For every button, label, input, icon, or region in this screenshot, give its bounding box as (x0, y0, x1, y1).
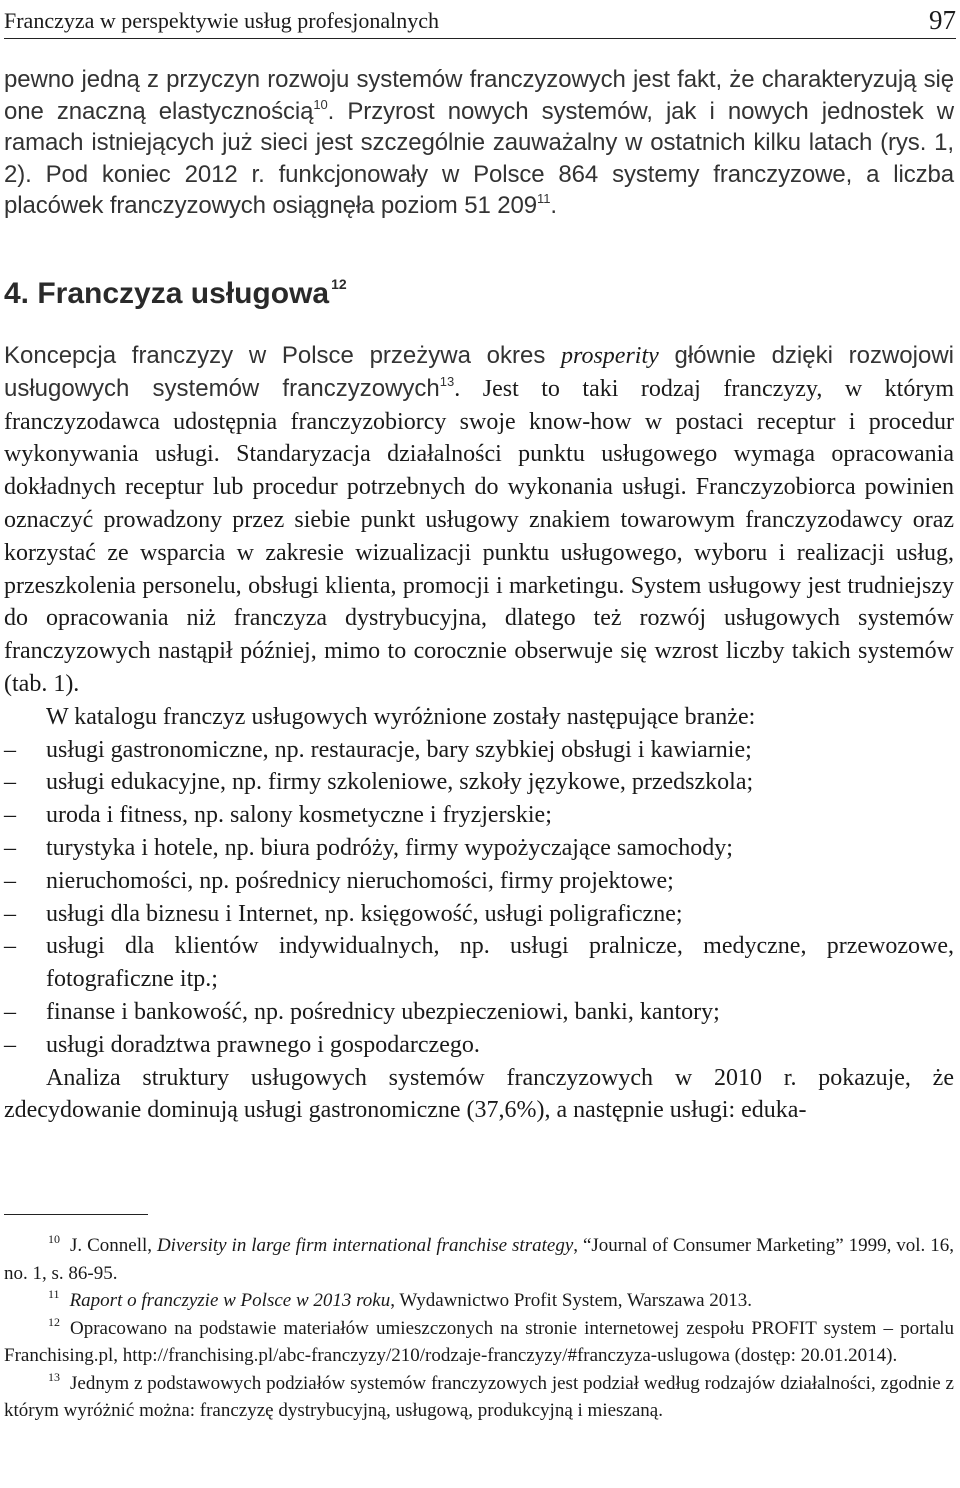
footnote-divider (4, 1214, 148, 1215)
list-item: – uroda i fitness, np. salony kosmetyczne i fryzjerskie; (4, 799, 954, 832)
footnote-number: 12 (48, 1314, 60, 1329)
footnote-13 (4, 1370, 954, 1425)
paragraph-concept (4, 340, 954, 701)
paragraph-text: . Jest to taki rodzaj franczyzy, w którym franczyzodawca udostępnia franczyzobiorcy swoje know-how w postaci receptur i procedur wykonywania usługi. Standaryzacja działalności punktu usługowego wymaga opracowania dokładnych receptur lub procedur potrzebnych do wykonania usługi. Franczyzobiorca powinien oznaczyć prowadzony przez siebie punkt usługowy znakiem towarowym franczyzodawcy oraz korzystać ze wsparcia w zakresie wizualizacji punktu usługowego, wyboru i realizacji usług, przeszkolenia personelu, obsługi klienta, promocji i marketingu. System usługowy jest trudniejszy do opracowania niż franczyza dystrybucyjna, dlatego też rozwój usługowych systemów franczyzowych nastąpił później, mimo to corocznie obserwuje się wzrost liczby takich systemów (tab. 1). (4, 375, 954, 697)
list-item: – usługi dla biznesu i Internet, np. księgowość, usługi poligraficzne; (4, 898, 954, 931)
paragraph-text: Koncepcja franczyzy w Polsce przeżywa okres (4, 342, 562, 369)
footnote-title: Diversity in large firm international franchise strategy (156, 1235, 574, 1256)
list-item: – nieruchomości, np. pośrednicy nieruchomości, firmy projektowe; (4, 865, 954, 898)
footnote-ref-12[interactable]: 12 (331, 276, 347, 292)
footnote-12 (4, 1315, 954, 1370)
paragraph-text: głównie dzięki rozwojowi usługowych systemów franczyzowych (4, 342, 954, 402)
list-item: – turystyka i hotele, np. biura podróży, firmy wypożyczające samochody; (4, 832, 954, 865)
emphasis-prosperity: prosperity (561, 343, 659, 369)
section-heading (4, 276, 347, 311)
footnote-number: 13 (48, 1369, 60, 1384)
footnote-text: J. Connell, (70, 1235, 157, 1256)
footnote-title: Raport o franczyzie w Polsce w 2013 roku (69, 1290, 391, 1311)
catalog-intro: W katalogu franczyz usługowych wyróżnione zostały następujące branże: (46, 703, 756, 730)
paragraph-text: . (550, 192, 557, 220)
footnote-text: , “Journal of Consumer Marketing” 1999, vol. 16, no. 1, s. 86-95. (4, 1235, 954, 1284)
list-item: – usługi gastronomiczne, np. restauracje, bary szybkiej obsługi i kawiarnie; (4, 734, 954, 767)
footnote-ref-13[interactable]: 13 (439, 373, 455, 389)
list-item: – usługi edukacyjne, np. firmy szkoleniowe, szkoły językowe, przedszkola; (4, 766, 954, 799)
paragraph-intro (4, 64, 954, 222)
footnote-number: 10 (48, 1232, 60, 1246)
header-title: Franczyza w perspektywie usług profesjonalnych (4, 8, 439, 33)
body-text (4, 340, 954, 1127)
paragraph-text: pewno jedną z przyczyn rozwoju systemów franczyzowych jest fakt, że charakteryzują się one znaczną elastycznością (4, 66, 954, 125)
running-header (4, 0, 956, 39)
footnote-10 (4, 1232, 954, 1287)
list-item: – usługi dla klientów indywidualnych, np. usługi pralnicze, medyczne, przewozowe, fotograficzne itp.; (4, 930, 954, 996)
footnote-text: , Wydawnictwo Profit System, Warszawa 2013. (390, 1290, 753, 1311)
list-item: – usługi doradztwa prawnego i gospodarczego. (4, 1029, 954, 1062)
footnote-ref-10[interactable]: 10 (313, 96, 328, 112)
section-heading-text: 4. Franczyza usługowa (4, 277, 330, 310)
footnote-ref-11[interactable]: 11 (537, 191, 551, 207)
list-item: – finanse i bankowość, np. pośrednicy ubezpieczeniowi, banki, kantory; (4, 996, 954, 1029)
industry-list (4, 734, 954, 1062)
footnote-text: Jednym z podstawowych podziałów systemów franczyzowych jest podział według rodzajów działalności, zgodnie z którym wyróżnić można: franczyzę dystrybucyjną, usługową, produkcyjną i mieszaną. (4, 1372, 954, 1421)
paragraph-text: . Przyrost nowych systemów, jak i nowych jednostek w ramach istniejących już sieci jest szczególnie zauważalny w ostatnich kilku latach (rys. 1, 2). Pod koniec 2012 r. funkcjonowały w Polsce 864 systemy franczyzowe, a liczba placówek franczyzowych osiągnęła poziom 51 209 (4, 97, 954, 220)
footnote-number: 11 (48, 1287, 60, 1301)
footnote-text: Opracowano na podstawie materiałów umieszczonych na stronie internetowej zespołu PROFIT system – portalu Franchising.pl, http://franchising.pl/abc-franczyzy/210/rodzaje-franczyzy/#franczyza-uslugowa (dostęp: 20.01.2014). (4, 1317, 954, 1366)
footnotes (4, 1232, 954, 1425)
page-number: 97 (929, 5, 956, 35)
footnote-11 (4, 1287, 954, 1315)
paragraph-analysis: Analiza struktury usługowych systemów franczyzowych w 2010 r. pokazuje, że zdecydowanie dominują usługi gastronomiczne (37,6%), a następnie usługi: eduka- (4, 1064, 954, 1124)
